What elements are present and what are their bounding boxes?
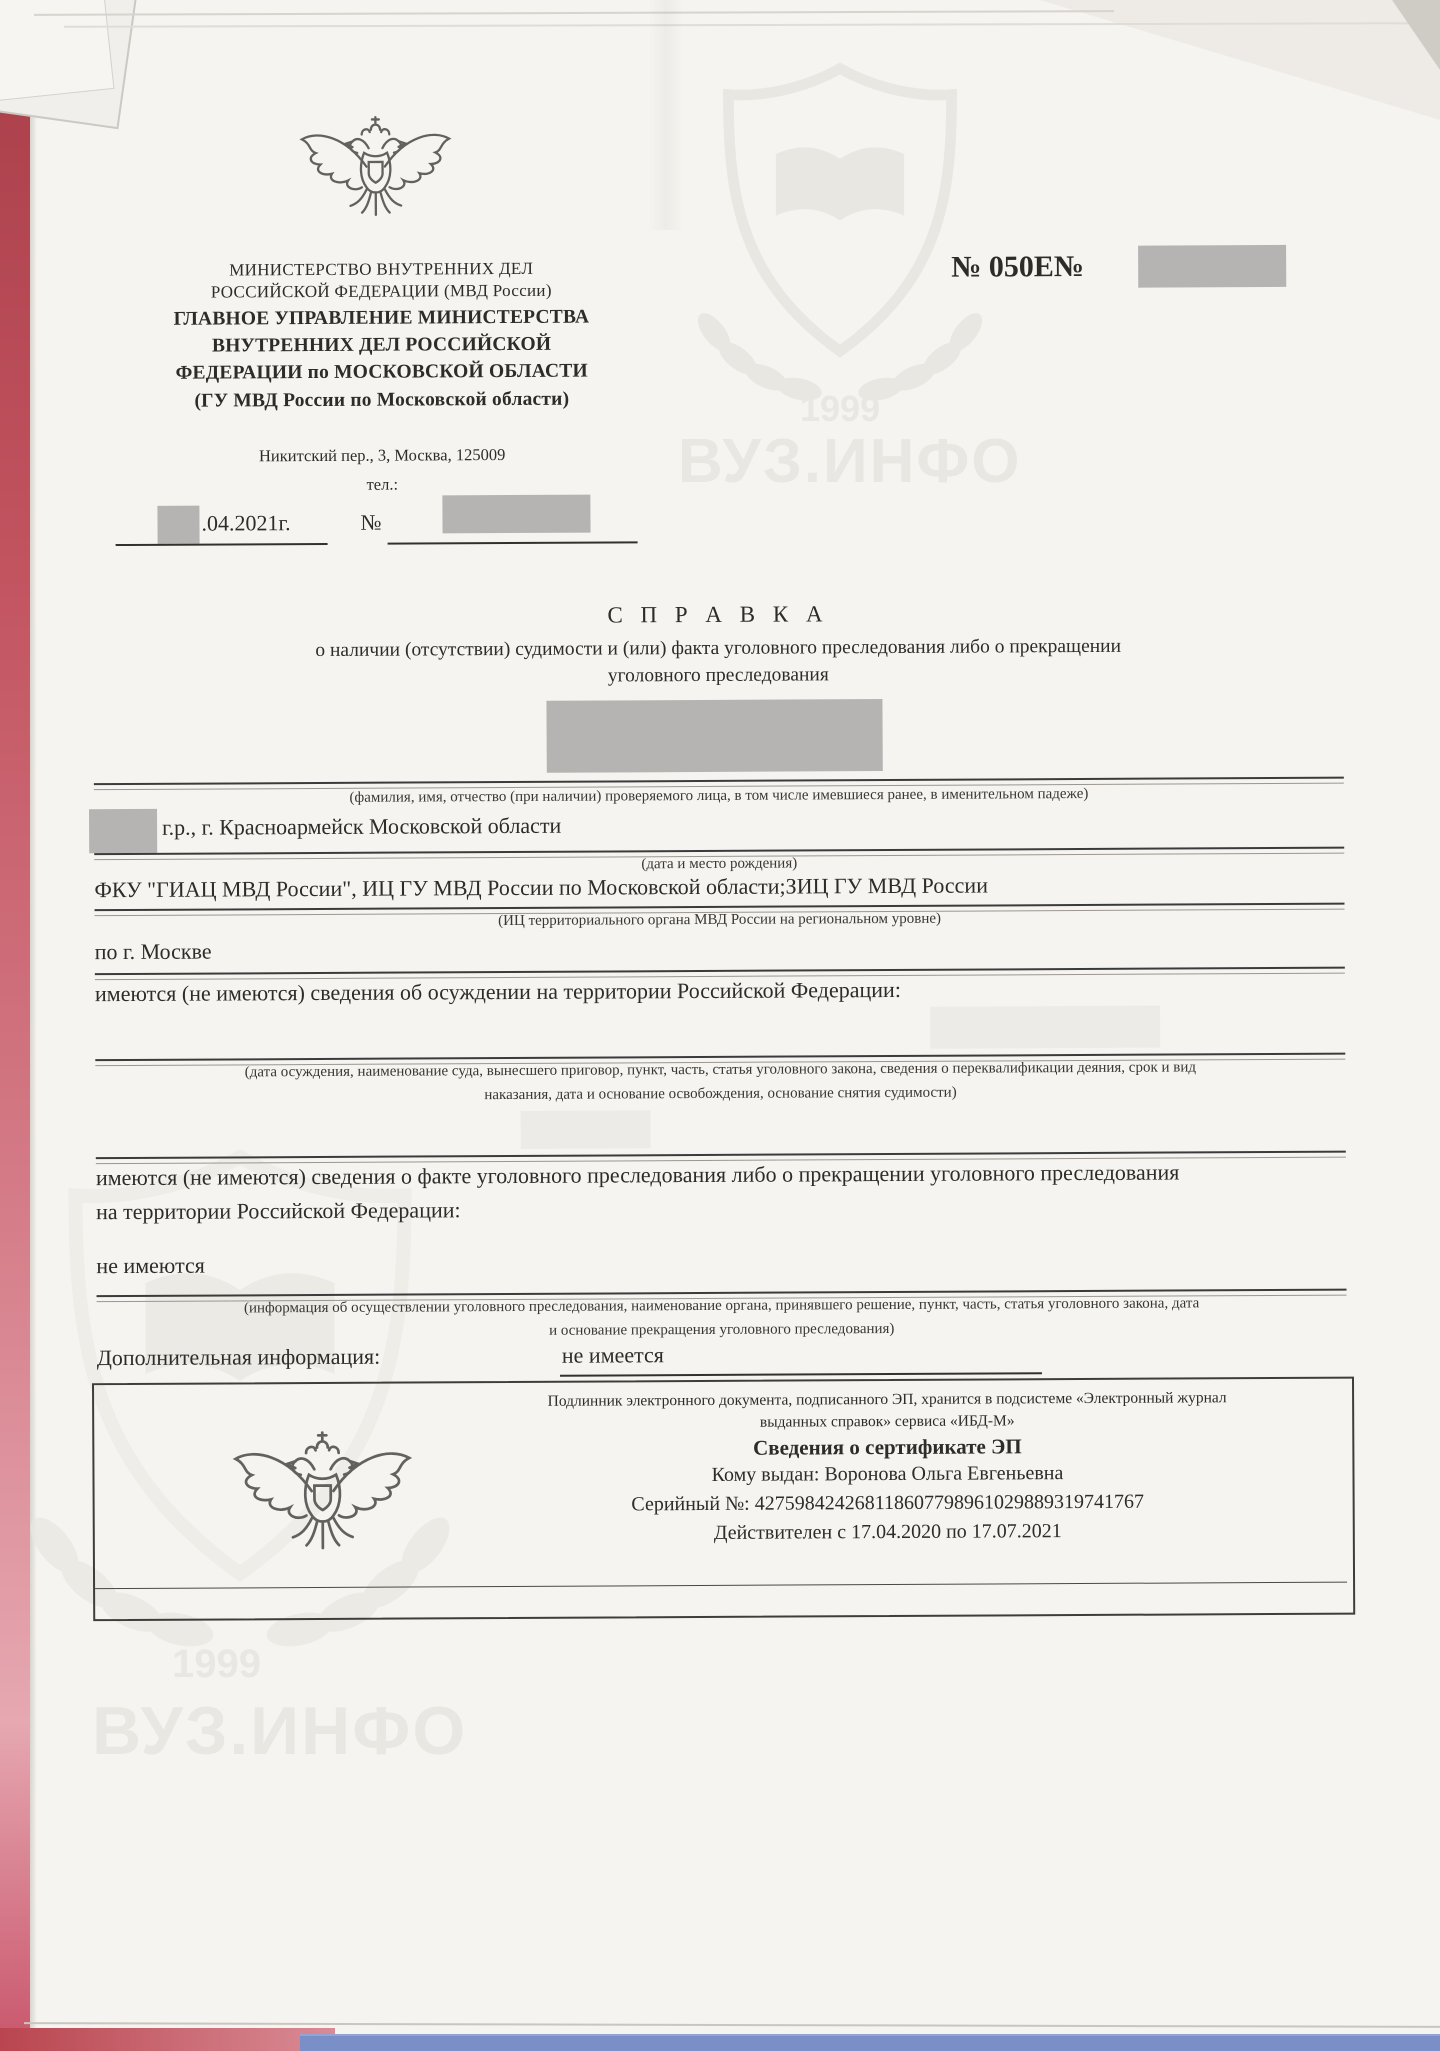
org-address: Никитский пер., 3, Москва, 125009 <box>258 445 506 466</box>
caption-full-name: (фамилия, имя, отчество (при наличии) проверяемого лица, в том числе имевшиеся ранее, в именительном падеже) <box>349 785 1089 806</box>
date-underline <box>116 543 328 546</box>
prosecution-label-line: на территории Российской Федерации: <box>96 1197 461 1225</box>
org-department-line: ВНУТРЕННИХ ДЕЛ РОССИЙСКОЙ <box>211 333 552 357</box>
prosecution-label-line: имеются (не имеются) сведения о факте уголовного преследования либо о прекращении уголовного преследования <box>95 1159 1180 1191</box>
redaction-box-conviction-faint <box>930 1006 1160 1049</box>
redaction-box-full-name <box>546 699 882 773</box>
esign-serial: Серийный №: 427598424268118607798961029889319741767 <box>631 1490 1144 1516</box>
ic-value: ФКУ "ГИАЦ МВД России", ИЦ ГУ МВД России по Московской области;ЗИЦ ГУ МВД России <box>94 872 989 903</box>
caption-birth: (дата и место рождения) <box>641 855 798 873</box>
watermark-year: 1999 <box>800 388 881 429</box>
caption-conviction-line: наказания, дата и основание освобождения, основание снятия судимости) <box>484 1084 957 1104</box>
phone-label: тел.: <box>366 474 399 494</box>
ic-value-2: по г. Москве <box>94 938 212 965</box>
esign-note-line: Подлинник электронного документа, подписанного ЭП, хранится в подсистеме «Электронный журнал <box>547 1389 1227 1410</box>
document-subtitle-line: о наличии (отсутствии) судимости и (или) факта уголовного преследования либо о прекращении <box>315 635 1122 662</box>
birth-value: г.р., г. Красноармейск Московской области <box>162 812 562 840</box>
org-name-line: МИНИСТЕРСТВО ВНУТРЕННИХ ДЕЛ <box>229 258 534 280</box>
outgoing-number-label: № <box>360 509 382 535</box>
mvd-double-eagle-emblem <box>227 1409 418 1610</box>
document-subtitle-line: уголовного преследования <box>607 664 829 687</box>
caption-ic: (ИЦ территориального органа МВД России на региональном уровне) <box>498 910 942 930</box>
conviction-label: имеются (не имеются) сведения об осуждении на территории Российской Федерации: <box>94 976 901 1007</box>
additional-info-value: не имеется <box>561 1342 664 1368</box>
watermark-brand: ВУЗ.ИНФО <box>92 1693 468 1769</box>
certificate-number: № 050Е№ <box>951 249 1085 284</box>
esign-validity: Действителен с 17.04.2020 по 17.07.2021 <box>713 1520 1062 1544</box>
additional-info-underline <box>560 1372 1042 1377</box>
additional-info-label: Дополнительная информация: <box>96 1343 381 1371</box>
esign-issued-to: Кому выдан: Воронова Ольга Евгеньевна <box>711 1462 1064 1486</box>
caption-prosecution-line: (информация об осуществлении уголовного преследования, наименование органа, принявшего решение, пункт, часть, статья уголовного закона, дата <box>243 1295 1200 1317</box>
redaction-box-conviction-faint-2 <box>521 1110 651 1149</box>
issue-date: .04.2021г. <box>201 510 291 536</box>
watermark-brand: ВУЗ.ИНФО <box>678 427 1022 496</box>
org-department-line: ГЛАВНОЕ УПРАВЛЕНИЕ МИНИСТЕРСТВА <box>173 306 590 330</box>
redaction-box-outgoing-number <box>442 495 590 534</box>
caption-conviction-line: (дата осуждения, наименование суда, вынесшего приговор, пункт, часть, статья уголовного закона, сведения о переквалификации деяния, срок и вид <box>244 1059 1197 1081</box>
org-department-line: ФЕДЕРАЦИИ по МОСКОВСКОЙ ОБЛАСТИ <box>175 360 588 384</box>
esign-note-line: выданных справок» сервиса «ИБД-М» <box>759 1412 1015 1431</box>
prosecution-value: не имеются <box>96 1252 205 1279</box>
number-underline <box>388 541 638 544</box>
caption-prosecution-line: и основание прекращения уголовного преследования) <box>549 1320 895 1339</box>
redaction-box-birth-date <box>89 809 157 853</box>
org-name-line: РОССИЙСКОЙ ФЕДЕРАЦИИ (МВД России) <box>210 280 552 302</box>
esign-cert-title: Сведения о сертификате ЭП <box>752 1434 1022 1460</box>
org-department-line: (ГУ МВД России по Московской области) <box>194 388 570 412</box>
redaction-box-certificate-number <box>1138 245 1286 288</box>
mvd-double-eagle-emblem <box>265 113 486 252</box>
watermark-year: 1999 <box>172 1642 261 1686</box>
document-title: С П Р А В К А <box>607 601 829 628</box>
redaction-box-date <box>157 506 199 544</box>
